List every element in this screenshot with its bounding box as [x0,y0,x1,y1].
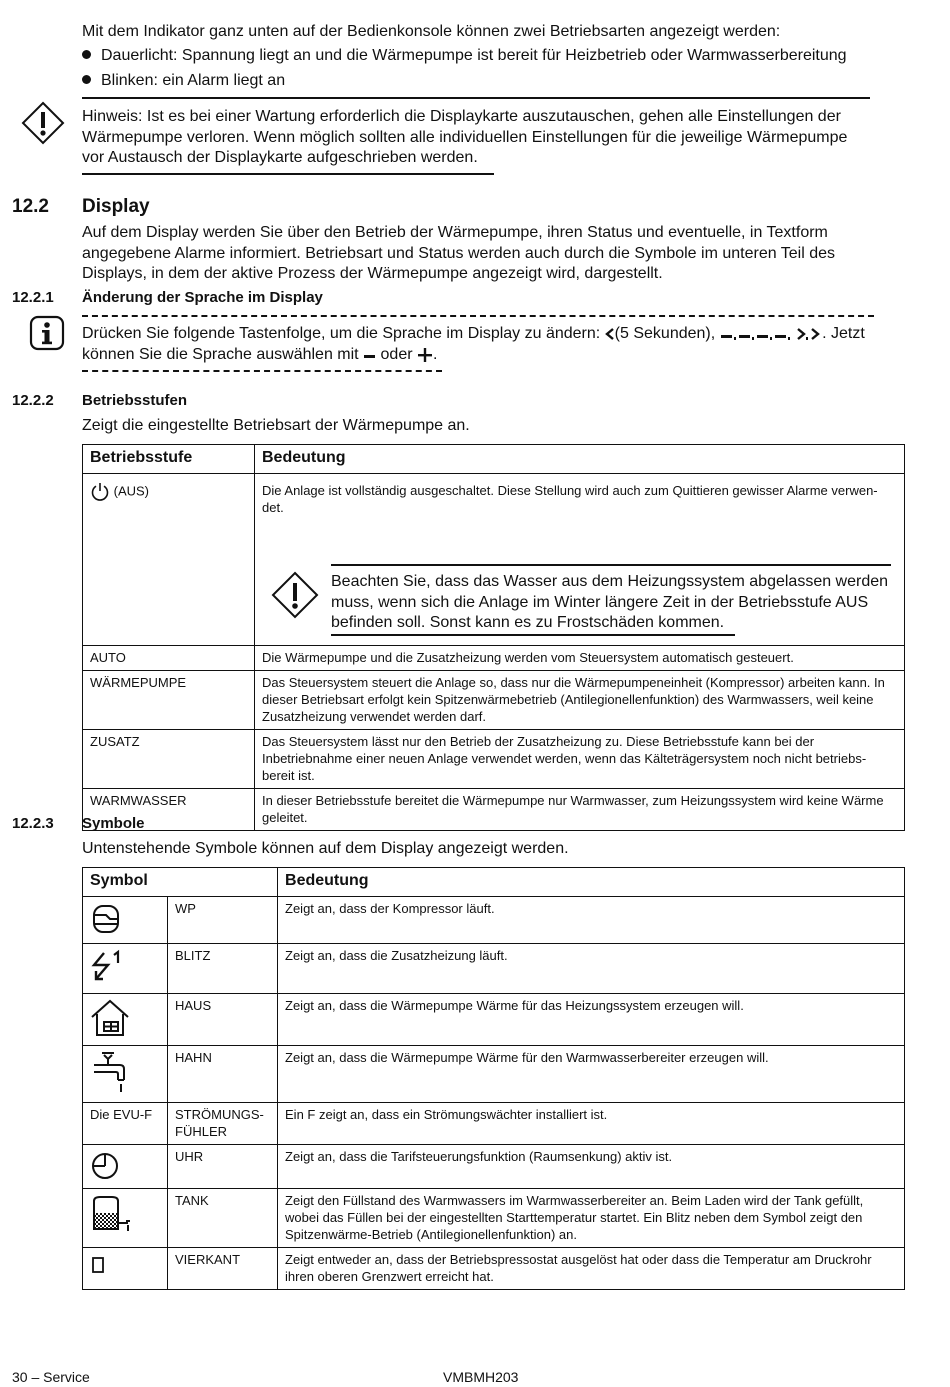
mode-cell: WÄRMEPUMPE [83,671,255,730]
table-row [83,944,905,994]
subsection-intro: Untenstehende Symbole können auf dem Display angezeigt werden. [82,840,569,857]
table-header-row [83,445,905,474]
section-number: 12.2 [12,196,49,217]
table-row [83,1189,905,1248]
symbol-cell [83,1248,168,1290]
note-line: Wärmepumpe verloren. Wenn möglich sollten alle individuellen Einstellungen für die jeweilige Wärmepumpe [82,128,848,146]
table-row [83,474,905,646]
note-line: vor Austausch der Displaykarte aufgeschrieben werden. [82,149,478,166]
meaning-cell: Zeigt an, dass die Tarifsteuerungsfunktion (Raumsenkung) aktiv ist. [278,1145,905,1189]
meaning-cell: Zeigt an, dass die Zusatzheizung läuft. [278,944,905,994]
meaning-cell: Zeigt an, dass der Kompressor läuft. [278,897,905,944]
symbol-name: UHR [168,1145,278,1189]
language-instruction-line: können Sie die Sprache auswählen mit oder . [82,346,438,363]
symbol-name: BLITZ [168,944,278,994]
meaning-cell: Das Steuersystem steuert die Anlage so, dass nur die Wärmepumpeneinheit (Kompressor) arbeiten kann. In dieser Betriebsart erfolgt kein Spitzenwärmebetrieb (Antilegionellenfunktion) des Warmwassers, weil keine Zusatzheizung verwendet werden darf. [255,671,905,730]
meaning-cell: Ein F zeigt an, dass ein Strömungswächter installiert ist. [278,1103,905,1145]
divider [82,97,870,99]
symbol-name: WP [168,897,278,944]
meaning-cell: Das Steuersystem lässt nur den Betrieb der Zusatzheizung zu. Diese Betriebsstufe kann bei der Inbetriebnahme einer neuen Anlage verwendet werden, wenn das Kälteträgersystem noch nicht betriebs-bereit ist. [255,730,905,789]
subsection-title: Betriebsstufen [82,392,188,409]
intro-text: Mit dem Indikator ganz unten auf der Bedienkonsole können zwei Betriebsarten angezeigt werden: [82,23,781,40]
mode-cell: ZUSATZ [83,730,255,789]
arrow-left-icon [605,328,615,340]
lightning-icon [90,949,128,985]
bullet-item: Blinken: ein Alarm liegt an [82,71,285,92]
info-icon [29,315,65,351]
mode-cell: WARMWASSER [83,789,255,831]
subsection-number: 12.2.2 [12,392,54,409]
tap-icon [90,1050,130,1094]
arrow-right-icon [796,328,822,340]
meaning-cell: Zeigt den Füllstand des Warmwassers im Warmwasserbereiter an. Beim Laden wird der Tank gefüllt, wobei das Füllen bei der eingestellten Starttemperatur startet. Ein Blitz neben dem Symbol zeigt den Spitzenwärme-Betrieb (Antilegionellenfunktion) an. [278,1189,905,1248]
table-row [83,671,905,730]
mode-cell: AUTO [83,646,255,671]
warning-diamond-icon [21,101,65,145]
divider [331,634,735,636]
symbol-cell [83,897,168,944]
section-title: Display [82,196,150,217]
table-row [83,1248,905,1290]
clock-icon [90,1151,120,1181]
subsection-number: 12.2.3 [12,815,54,832]
meaning-cell: Die Wärmepumpe und die Zusatzheizung werden vom Steuersystem automatisch gesteuert. [255,646,905,671]
language-instruction-line: Drücken Sie folgende Tastenfolge, um die Sprache im Display zu ändern: (5 Sekunden), . Jetzt [82,325,865,342]
operating-modes-table [82,444,905,831]
mode-cell: (AUS) [83,474,255,646]
symbol-name: VIERKANT [168,1248,278,1290]
symbol-cell [83,1189,168,1248]
paragraph-line: angegebene Alarme informiert. Betriebsart und Status werden auch durch die Symbole im unteren Teil des [82,244,836,262]
table-row [83,1046,905,1103]
compressor-icon [90,902,124,936]
meaning-cell: Zeigt an, dass die Wärmepumpe Wärme für den Warmwasserbereiter erzeugen will. [278,1046,905,1103]
bullet-dot [82,50,91,59]
bullet-dot [82,75,91,84]
dashed-divider [82,315,874,317]
symbol-name: HAHN [168,1046,278,1103]
meaning-cell: In dieser Betriebsstufe bereitet die Wärmepumpe nur Warmwasser, zum Heizungssystem wird keine Wärme geleitet. [255,789,905,831]
subsection-title: Änderung der Sprache im Display [82,289,323,306]
paragraph-line: Auf dem Display werden Sie über den Betrieb der Wärmepumpe, ihren Status und eventuelle, in Textform [82,224,828,241]
tank-icon [90,1195,134,1235]
table-header-row [83,868,905,897]
paragraph-line: Displays, in dem der aktive Prozess der Wärmepumpe angezeigt wird, dargestellt. [82,265,663,282]
subsection-title: Symbole [82,815,145,832]
symbol-cell [83,994,168,1046]
table-row [83,730,905,789]
symbol-cell [83,1145,168,1189]
warning-text: Beachten Sie, dass das Wasser aus dem Heizungssystem abgelassen werden muss, wenn sich die Anlage im Winter längere Zeit in der Betriebsstufe AUS befinden soll. Sonst kann es zu Frostschäden kommen. [331,573,889,631]
meaning-cell: Zeigt entweder an, dass der Betriebspressostat ausgelöst hat oder dass die Temperatur am Druckrohr ihren oberen Grenzwert erreicht hat. [278,1248,905,1290]
house-icon [90,998,130,1038]
table-row [83,1145,905,1189]
table-row [83,646,905,671]
table-row [83,1103,905,1145]
symbol-name: STRÖMUNGS-FÜHLER [168,1103,278,1145]
table-row [83,789,905,831]
symbol-name: TANK [168,1189,278,1248]
column-header: Bedeutung [278,868,905,897]
symbols-table [82,867,905,1290]
warning-diamond-icon [271,571,319,619]
note-line: Hinweis: Ist es bei einer Wartung erforderlich die Displaykarte auszutauschen, gehen alle Einstellungen der [82,108,841,125]
subsection-intro: Zeigt die eingestellte Betriebsart der Wärmepumpe an. [82,417,470,434]
meaning-cell: Die Anlage ist vollständig ausgeschaltet. Diese Stellung wird auch zum Quittieren gewisser Alarme verwen-det. Beachten Sie, dass das Wasser aus dem Heizungssystem abgelassen werden muss, wenn sich die Anlage im Winter längere Zeit in der Betriebsstufe AUS befinden soll. Sonst kann es zu Frostschäden kommen. [255,474,905,646]
divider [82,173,494,175]
dashed-divider [82,370,442,372]
minus-icon [363,349,376,361]
footer-document-code: VMBMH203 [443,1369,519,1385]
table-row [83,994,905,1046]
bullet-item: Dauerlicht: Spannung liegt an und die Wärmepumpe ist bereit für Heizbetrieb oder Warmwasserbereitung [82,46,847,67]
divider [331,564,891,566]
square-icon [90,1255,108,1277]
symbol-cell [83,1046,168,1103]
symbol-cell: Die EVU-F [83,1103,168,1145]
footer-page-label: 30 – Service [12,1369,90,1385]
column-header: Bedeutung [255,445,905,474]
plus-icon [417,347,433,363]
minus-sequence-icon [720,328,792,340]
power-icon [90,482,110,502]
symbol-name: HAUS [168,994,278,1046]
column-header: Symbol [83,868,278,897]
symbol-cell [83,944,168,994]
meaning-cell: Zeigt an, dass die Wärmepumpe Wärme für das Heizungssystem erzeugen will. [278,994,905,1046]
column-header: Betriebsstufe [83,445,255,474]
subsection-number: 12.2.1 [12,289,54,306]
table-row [83,897,905,944]
